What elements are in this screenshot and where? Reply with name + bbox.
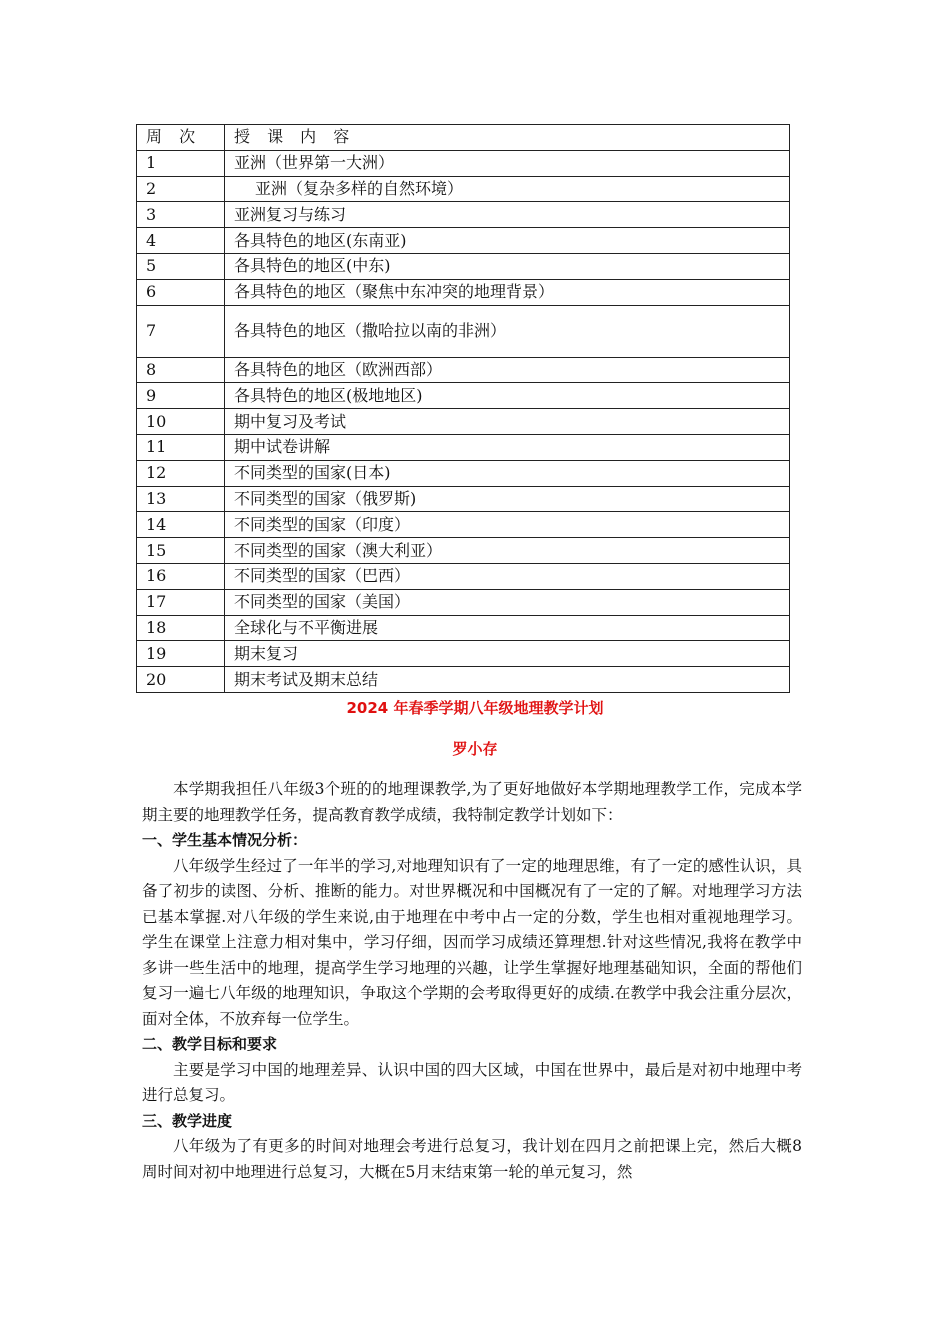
- section-heading-student-analysis: 一、学生基本情况分析：: [142, 831, 308, 849]
- table-row: [137, 253, 790, 279]
- week-cell: 9: [137, 383, 225, 409]
- content-cell: 期中试卷讲解: [225, 434, 790, 460]
- content-cell: 不同类型的国家（巴西）: [225, 563, 790, 589]
- content-cell: 各具特色的地区（撒哈拉以南的非洲）: [225, 305, 790, 357]
- table-row: [137, 383, 790, 409]
- table-row: [137, 667, 790, 693]
- content-cell: 各具特色的地区(东南亚): [225, 228, 790, 254]
- goals-paragraph: 主要是学习中国的地理差异、认识中国的四大区域，中国在世界中，最后是对初中地理中考进行总复习。: [142, 1060, 802, 1104]
- document-body: [142, 777, 802, 1185]
- week-cell: 6: [137, 279, 225, 305]
- section-heading-goals: 二、教学目标和要求: [142, 1035, 278, 1053]
- content-cell: 期末复习: [225, 641, 790, 667]
- document-title: 2024 年春季学期八年级地理教学计划: [346, 699, 604, 717]
- section-heading-progress: 三、教学进度: [142, 1111, 233, 1130]
- author-name: 罗小存: [452, 740, 498, 758]
- content-cell: 亚洲（复杂多样的自然环境）: [225, 176, 790, 202]
- week-cell: 4: [137, 228, 225, 254]
- table-row: [137, 409, 790, 435]
- intro-paragraph: 本学期我担任八年级3个班的的地理课教学,为了更好地做好本学期地理教学工作，完成本学期主要的地理教学任务，提高教育教学成绩，我特制定教学计划如下：: [142, 780, 802, 824]
- table-row: [137, 434, 790, 460]
- content-cell: 不同类型的国家（澳大利亚）: [225, 538, 790, 564]
- week-cell: 13: [137, 486, 225, 512]
- table-row: [137, 357, 790, 383]
- table-row: [137, 589, 790, 615]
- table-header-row: [137, 125, 790, 151]
- progress-paragraph: 八年级为了有更多的时间对地理会考进行总复习，我计划在四月之前把课上完，然后大概8周时间对初中地理进行总复习，大概在5月末结束第一轮的单元复习，然: [142, 1137, 802, 1181]
- teaching-schedule-table: [136, 124, 790, 693]
- week-cell: 2: [137, 176, 225, 202]
- content-cell: 亚洲（世界第一大洲）: [225, 150, 790, 176]
- content-cell: 各具特色的地区(极地地区): [225, 383, 790, 409]
- week-header: 周 次: [137, 125, 225, 151]
- content-cell: 不同类型的国家（美国）: [225, 589, 790, 615]
- content-cell: 期中复习及考试: [225, 409, 790, 435]
- week-cell: 11: [137, 434, 225, 460]
- content-cell: 不同类型的国家（印度）: [225, 512, 790, 538]
- content-cell: 全球化与不平衡进展: [225, 615, 790, 641]
- week-cell: 12: [137, 460, 225, 486]
- table-row: [137, 538, 790, 564]
- content-header: 授 课 内 容: [225, 125, 790, 151]
- week-cell: 7: [137, 305, 225, 357]
- week-cell: 19: [137, 641, 225, 667]
- content-cell: 不同类型的国家(日本): [225, 460, 790, 486]
- week-cell: 1: [137, 150, 225, 176]
- week-cell: 8: [137, 357, 225, 383]
- table-row: [137, 176, 790, 202]
- content-cell: 各具特色的地区（聚焦中东冲突的地理背景）: [225, 279, 790, 305]
- week-cell: 15: [137, 538, 225, 564]
- week-cell: 20: [137, 667, 225, 693]
- table-row: [137, 460, 790, 486]
- week-cell: 5: [137, 253, 225, 279]
- content-cell: 各具特色的地区(中东): [225, 253, 790, 279]
- table-row: [137, 615, 790, 641]
- table-row: [137, 641, 790, 667]
- week-cell: 3: [137, 202, 225, 228]
- table-row: [137, 202, 790, 228]
- week-cell: 16: [137, 563, 225, 589]
- content-cell: 亚洲复习与练习: [225, 202, 790, 228]
- content-cell: 不同类型的国家（俄罗斯): [225, 486, 790, 512]
- table-row: [137, 150, 790, 176]
- week-cell: 10: [137, 409, 225, 435]
- week-cell: 14: [137, 512, 225, 538]
- content-cell: 各具特色的地区（欧洲西部）: [225, 357, 790, 383]
- week-cell: 18: [137, 615, 225, 641]
- table-row: [137, 279, 790, 305]
- table-row: [137, 563, 790, 589]
- student-analysis-paragraph: 八年级学生经过了一年半的学习,对地理知识有了一定的地理思维，有了一定的感性认识，具备了初步的读图、分析、推断的能力。对世界概况和中国概况有了一定的了解。对地理学习方法已基本掌握.对八年级的学生来说,由于地理在中考中占一定的分数，学生也相对重视地理学习。学生在课堂上注意力相对集中，学习仔细，因而学习成绩还算理想.针对这些情况,我将在教学中多讲一些生活中的地理，提高学生学习地理的兴趣，让学生掌握好地理基础知识，全面的帮他们复习一遍七八年级的地理知识，争取这个学期的会考取得更好的成绩.在教学中我会注重分层次，面对全体，不放弃每一位学生。: [142, 856, 802, 1028]
- week-cell: 17: [137, 589, 225, 615]
- table-row: [137, 228, 790, 254]
- table-row: [137, 512, 790, 538]
- content-cell: 期末考试及期末总结: [225, 667, 790, 693]
- table-row: [137, 486, 790, 512]
- table-row: [137, 305, 790, 357]
